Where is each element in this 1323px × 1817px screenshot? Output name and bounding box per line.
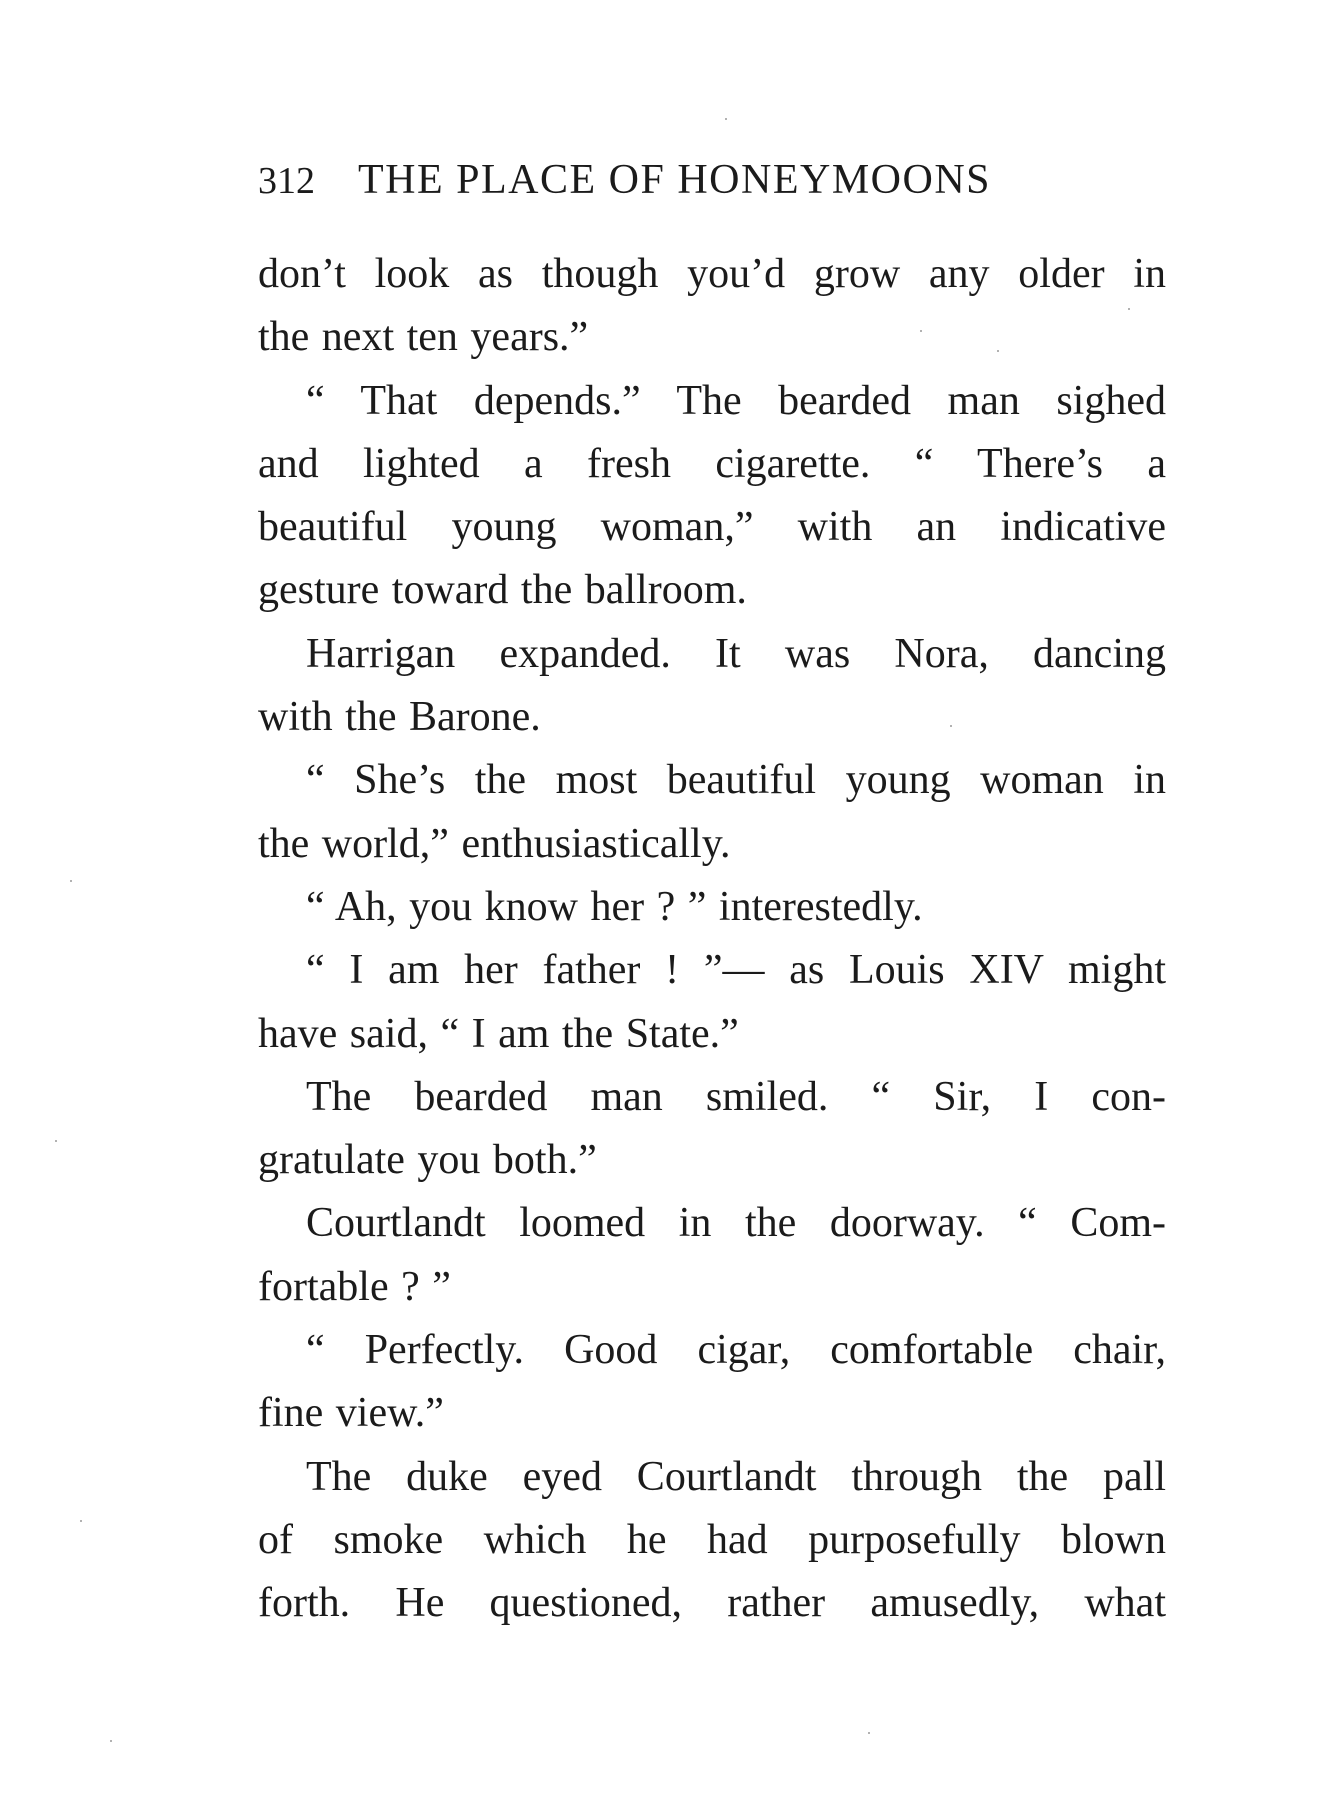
text-line: and lighted a fresh cigarette. “ There’s a [258, 440, 1166, 487]
text-line: Courtlandt loomed in the doorway. “ Com- [306, 1200, 1166, 1247]
text-line: gratulate you both.” [258, 1137, 597, 1184]
text-line: don’t look as though you’d grow any older in [258, 251, 1166, 297]
text-line: fortable ? ” [258, 1263, 451, 1310]
text-line: “ She’s the most beautiful young woman in [306, 757, 1166, 804]
text-line: “ That depends.” The bearded man sighed [306, 377, 1166, 424]
scan-speck [920, 330, 922, 332]
scan-speck [868, 1732, 870, 1734]
text-line: “ Ah, you know her ? ” interestedly. [306, 883, 923, 930]
text-line: “ I am her father ! ”— as Louis XIV might [306, 947, 1166, 994]
scan-speck [70, 880, 72, 882]
text-line: have said, “ I am the State.” [258, 1010, 739, 1057]
scan-speck [1128, 308, 1130, 310]
running-head [258, 150, 1158, 210]
page-number: 312 [258, 160, 315, 202]
text-line: beautiful young woman,” with an indicative [258, 504, 1166, 551]
scan-speck [80, 1520, 82, 1522]
text-line: The duke eyed Courtlandt through the pall [306, 1453, 1166, 1500]
text-line: of smoke which he had purposefully blown [258, 1516, 1166, 1563]
text-line: the next ten years.” [258, 314, 589, 361]
body-text [258, 243, 1166, 1636]
text-line: fine view.” [258, 1390, 444, 1437]
text-line: “ Perfectly. Good cigar, comfortable chair, [306, 1327, 1166, 1374]
text-line: with the Barone. [258, 694, 541, 741]
scan-speck [110, 1740, 112, 1742]
scan-speck [55, 1140, 57, 1142]
text-line: The bearded man smiled. “ Sir, I con- [306, 1073, 1166, 1120]
scan-speck [997, 350, 999, 352]
running-title: THE PLACE OF HONEYMOONS [358, 157, 992, 203]
text-line: gesture toward the ballroom. [258, 567, 747, 614]
scan-speck [950, 725, 952, 727]
text-line: the world,” enthusiastically. [258, 820, 731, 867]
scan-speck [725, 118, 727, 120]
text-line: forth. He questioned, rather amusedly, what [258, 1580, 1166, 1627]
text-line: Harrigan expanded. It was Nora, dancing [306, 630, 1166, 677]
